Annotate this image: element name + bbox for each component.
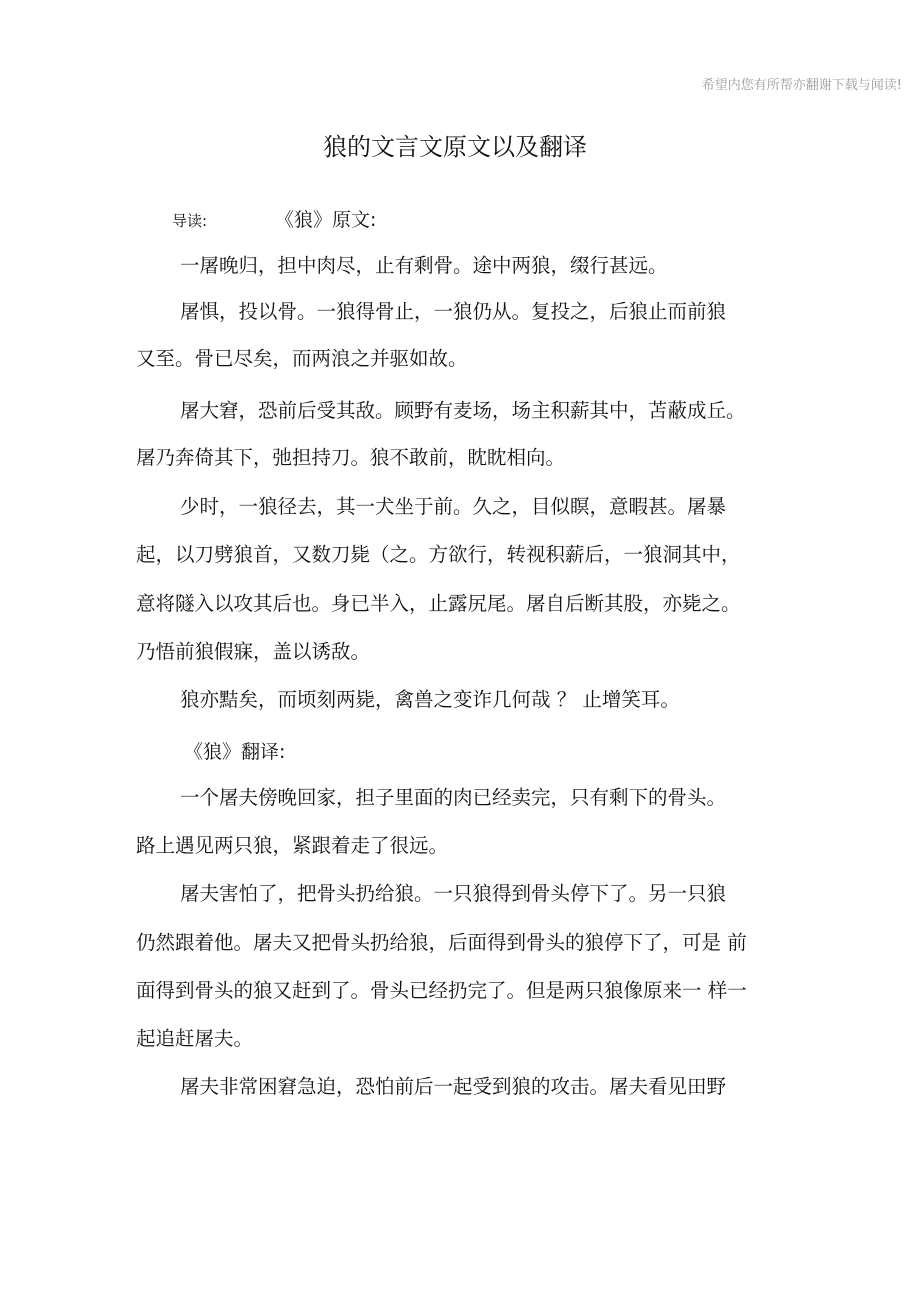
text-line: 一屠晚归，担中肉尽，止有剩骨。途中两狼，缀行甚远。 bbox=[180, 254, 668, 277]
text-line: 路上遇见两只狼，紧跟着走了很远。 bbox=[136, 834, 449, 857]
watermark: 希望内您有所帮亦翻谢下载与闻读! bbox=[701, 78, 902, 93]
text-line: 乃悟前狼假寐，盖以诱敌。 bbox=[136, 640, 371, 663]
section-heading-translation: 《狼》翻译: bbox=[184, 741, 286, 763]
text-line: 屠夫非常困窘急迫，恐怕前后一起受到狼的攻击。屠夫看见田野 bbox=[180, 1075, 727, 1098]
text-line: 屠惧，投以骨。一狼得骨止，一狼仍从。复投之，后狼止而前狼 bbox=[180, 300, 727, 323]
text-line: 屠夫害怕了，把骨头扔给狼。一只狼得到骨头停下了。另一只狼 bbox=[180, 882, 727, 905]
text-line: 狼亦黠矣，而顷刻两毙，禽兽之变诈几何哉 ？ 止增笑耳。 bbox=[180, 688, 680, 711]
text-line: 意将隧入以攻其后也。身已半入，止露尻尾。屠自后断其股，亦毙之。 bbox=[136, 592, 741, 615]
text-line: 起，以刀劈狼首，又数刀毙（之。方欲行，转视积薪后，一狼洞其中， bbox=[136, 543, 741, 566]
text-line: 起追赶屠夫。 bbox=[136, 1027, 254, 1050]
intro-label: 导读: bbox=[172, 212, 208, 230]
page-title: 狼的文言文原文以及翻译 bbox=[323, 133, 587, 161]
section-heading-original: 《狼》原文: bbox=[275, 209, 377, 231]
text-line: 面得到骨头的狼又赶到了。骨头已经扔完了。但是两只狼像原来一 样一 bbox=[136, 979, 747, 1002]
text-line: 又至。骨已尽矣，而两浪之并驱如故。 bbox=[136, 347, 468, 370]
text-line: 屠乃奔倚其下，弛担持刀。狼不敢前，眈眈相向。 bbox=[136, 446, 566, 469]
text-line: 屠大窘，恐前后受其敌。顾野有麦场，场主积薪其中，苫蔽成丘。 bbox=[180, 399, 746, 422]
text-line: 少时，一狼径去，其一犬坐于前。久之，目似瞑，意暇甚。屠暴 bbox=[180, 495, 727, 518]
text-line: 仍然跟着他。屠夫又把骨头扔给狼，后面得到骨头的狼停下了，可是 前 bbox=[136, 931, 747, 954]
text-line: 一个屠夫傍晚回家，担子里面的肉已经卖完，只有剩下的骨头。 bbox=[180, 786, 727, 809]
